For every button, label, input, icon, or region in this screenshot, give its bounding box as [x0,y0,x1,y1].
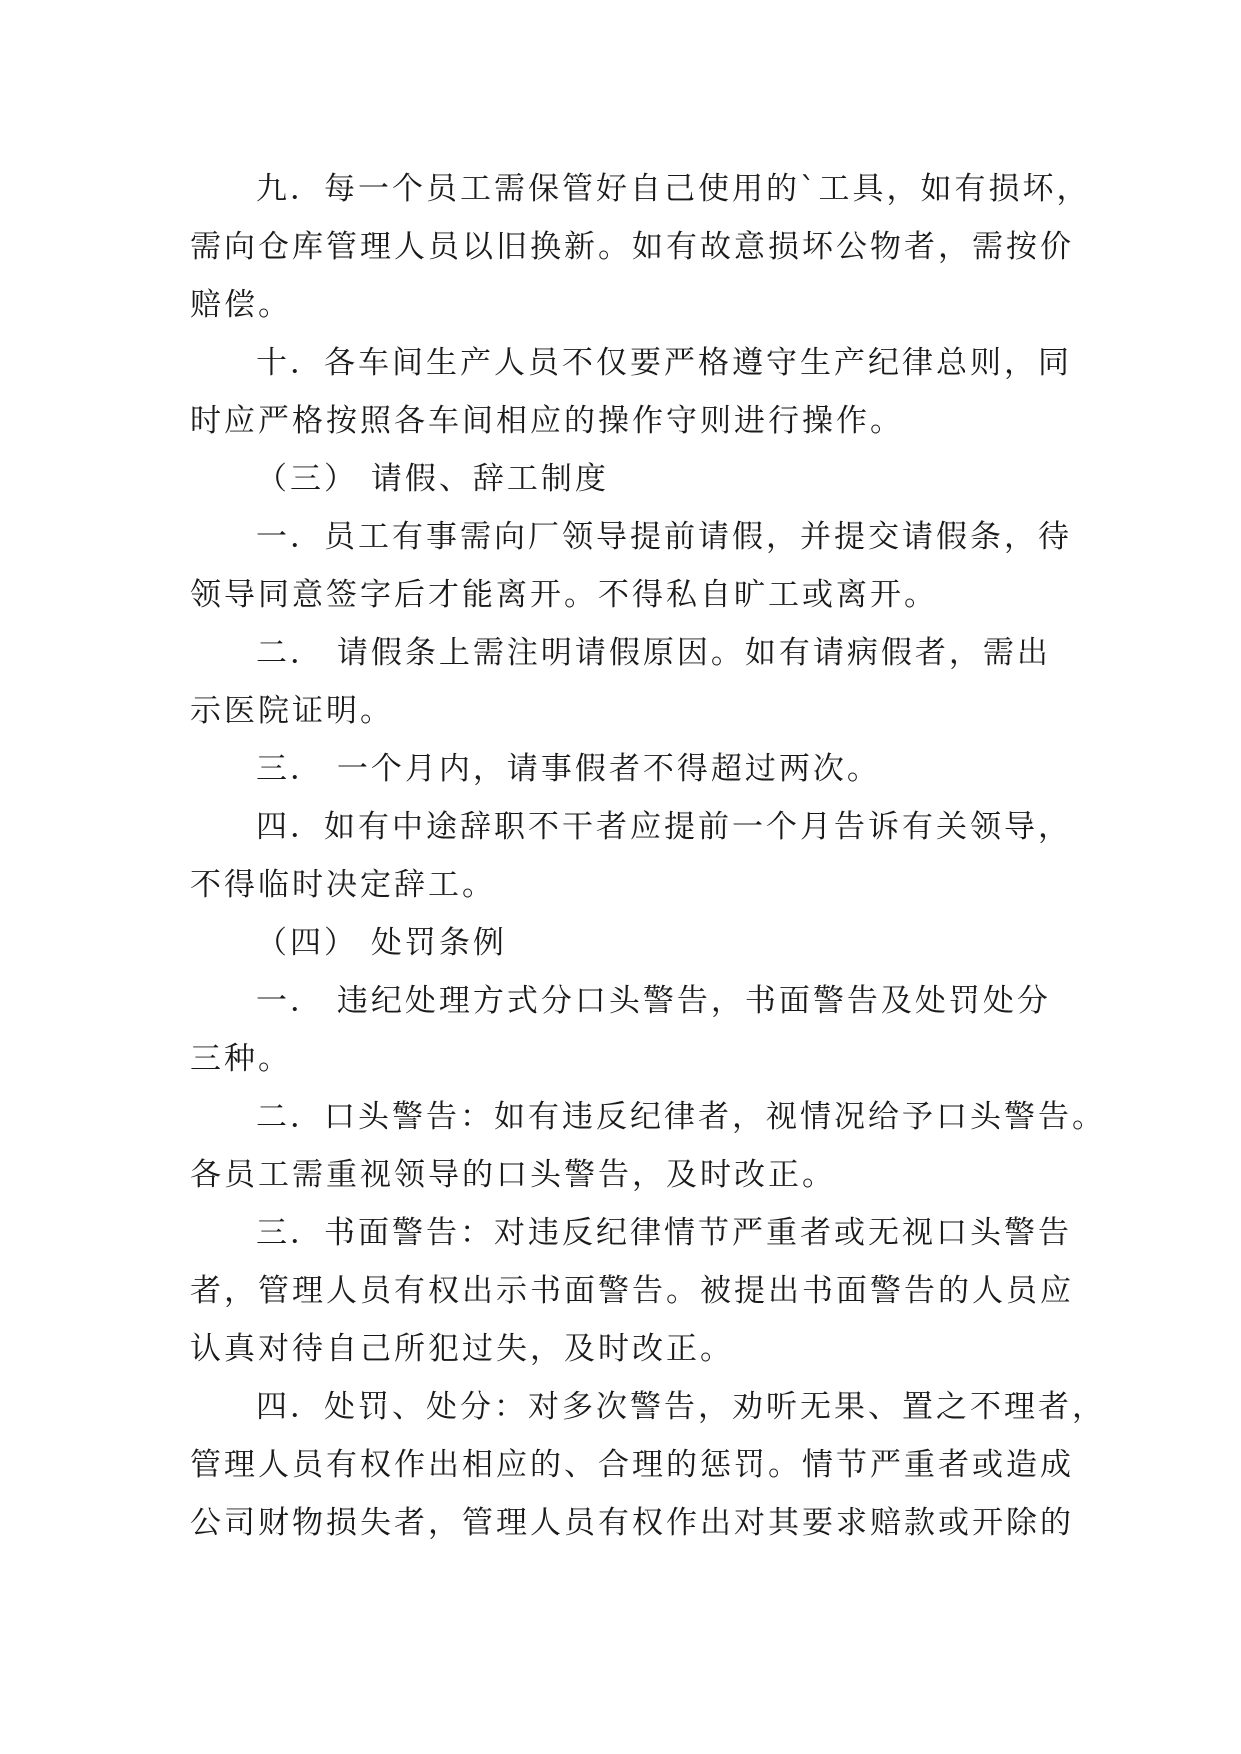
section-heading: （三） 请假、辞工制度 [256,461,609,497]
paragraph-line: 者，管理人员有权出示书面警告。被提出书面警告的人员应 [190,1273,1074,1309]
paragraph-line: 示医院证明。 [190,693,394,729]
paragraph-line: 三种。 [190,1041,292,1077]
document-body [190,160,1106,1552]
paragraph-line: 时应严格按照各车间相应的操作守则进行操作。 [190,403,904,439]
paragraph-line: 需向仓库管理人员以旧换新。如有故意损坏公物者，需按价 [190,229,1074,265]
paragraph-line: 二．口头警告：如有违反纪律者，视情况给予口头警告。 [256,1099,1106,1135]
paragraph-line: 九．每一个员工需保管好自己使用的`工具，如有损坏， [256,171,1091,207]
paragraph-line: 认真对待自己所犯过失，及时改正。 [190,1331,734,1367]
paragraph-line: 赔偿。 [190,287,292,323]
paragraph-line: 十．各车间生产人员不仅要严格遵守生产纪律总则，同 [256,345,1072,381]
paragraph-line: 公司财物损失者，管理人员有权作出对其要求赔款或开除的 [190,1505,1074,1541]
paragraph-line: 领导同意签字后才能离开。不得私自旷工或离开。 [190,577,938,613]
paragraph-line: 三．书面警告：对违反纪律情节严重者或无视口头警告 [256,1215,1072,1251]
section-heading: （四） 处罚条例 [256,925,507,961]
paragraph-line: 三． 一个月内，请事假者不得超过两次。 [256,751,881,787]
paragraph-line: 四．处罚、处分：对多次警告，劝听无果、置之不理者， [256,1389,1106,1425]
paragraph-line: 一． 违纪处理方式分口头警告，书面警告及处罚处分 [256,983,1051,1019]
paragraph-line: 管理人员有权作出相应的、合理的惩罚。情节严重者或造成 [190,1447,1074,1483]
paragraph-line: 不得临时决定辞工。 [190,867,496,903]
paragraph-line: 一．员工有事需向厂领导提前请假，并提交请假条，待 [256,519,1072,555]
paragraph-line: 二． 请假条上需注明请假原因。如有请病假者，需出 [256,635,1051,671]
paragraph-line: 四．如有中途辞职不干者应提前一个月告诉有关领导， [256,809,1072,845]
paragraph-line: 各员工需重视领导的口头警告，及时改正。 [190,1157,836,1193]
